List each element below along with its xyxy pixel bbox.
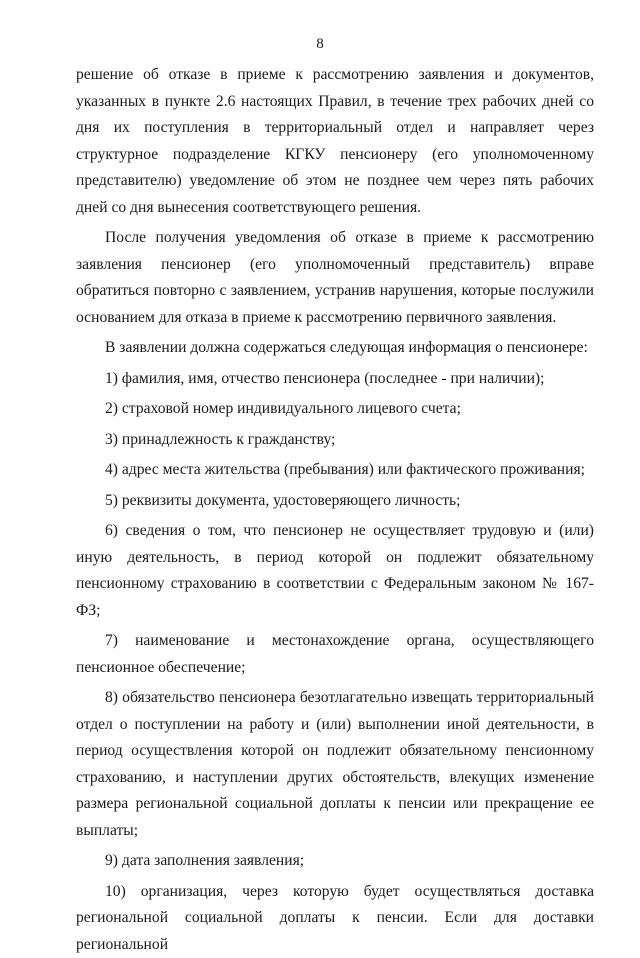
page-number: 8 <box>0 36 640 53</box>
list-item-9: 9) дата заполнения заявления; <box>76 848 594 875</box>
list-item-10: 10) организация, через которую будет осуществляться доставка региональной социальной доплаты к пенсии. Если для доставки региональной <box>76 879 594 958</box>
list-item-6: 6) сведения о том, что пенсионер не осуществляет трудовую и (или) иную деятельность, в период которой он подлежит обязательному пенсионному страхованию в соответствии с Федеральным законом № 167-ФЗ; <box>76 518 594 624</box>
list-item-8: 8) обязательство пенсионера безотлагательно извещать территориальный отдел о поступлении на работу и (или) выполнении иной деятельности, в период осуществления которой он подлежит обязательному пенсионному страхованию, и наступлении других обстоятельств, влекущих изменение размера региональной социальной доплаты к пенсии или прекращение ее выплаты; <box>76 685 594 844</box>
list-item-4: 4) адрес места жительства (пребывания) или фактического проживания; <box>76 457 594 484</box>
list-item-2: 2) страховой номер индивидуального лицевого счета; <box>76 396 594 423</box>
list-item-1: 1) фамилия, имя, отчество пенсионера (последнее - при наличии); <box>76 366 594 393</box>
paragraph-refusal-decision: решение об отказе в приеме к рассмотрению заявления и документов, указанных в пункте 2.6 настоящих Правил, в течение трех рабочих дней со дня их поступления в территориальный отдел и направляет через структурное подразделение КГКУ пенсионеру (его уполномоченному представителю) уведомление об этом не позднее чем через пять рабочих дней со дня вынесения соответствующего решения. <box>76 62 594 221</box>
list-item-3: 3) принадлежность к гражданству; <box>76 427 594 454</box>
list-item-7: 7) наименование и местонахождение органа, осуществляющего пенсионное обеспечение; <box>76 628 594 681</box>
paragraph-resubmission: После получения уведомления об отказе в приеме к рассмотрению заявления пенсионер (его уполномоченный представитель) вправе обратиться повторно с заявлением, устранив нарушения, которые послужили основанием для отказа в приеме к рассмотрению первичного заявления. <box>76 225 594 331</box>
paragraph-info-intro: В заявлении должна содержаться следующая информация о пенсионере: <box>76 335 594 362</box>
list-item-5: 5) реквизиты документа, удостоверяющего личность; <box>76 488 594 515</box>
document-body <box>76 62 594 958</box>
